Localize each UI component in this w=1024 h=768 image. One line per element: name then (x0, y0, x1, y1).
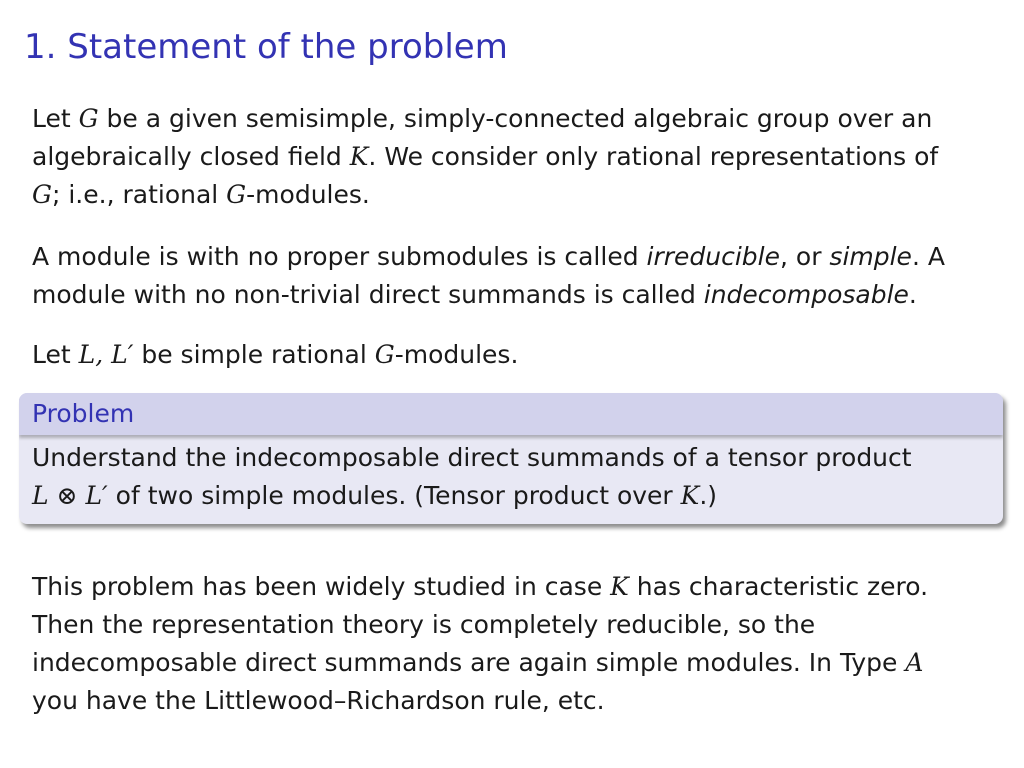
paragraph-intro (32, 100, 992, 214)
problem-line-2 (32, 477, 1003, 515)
math-K: K (610, 572, 629, 601)
text: ; i.e., rational (51, 180, 227, 209)
emph-irreducible: irreducible (646, 242, 780, 271)
paragraph-definitions (32, 238, 992, 314)
text: of two simple modules. (Tensor product over (107, 481, 681, 510)
text: . A (911, 242, 945, 271)
history-line-4: you have the Littlewood–Richardson rule, etc. (32, 686, 605, 715)
problem-line-1: Understand the indecomposable direct summands of a tensor product (32, 443, 912, 472)
paragraph-let (32, 336, 992, 374)
text: Let (32, 104, 79, 133)
definitions-line-1 (32, 238, 992, 276)
problem-body (19, 435, 1003, 515)
math-G: G (226, 180, 247, 209)
paragraph-history (32, 568, 992, 720)
text: module with no non-trivial direct summands is called (32, 280, 704, 309)
emph-indecomposable: indecomposable (703, 280, 909, 309)
math-G: G (374, 340, 395, 369)
math-K: K (680, 481, 700, 510)
let-line (32, 336, 992, 374)
emph-simple: simple (829, 242, 912, 271)
math-G: G (32, 180, 52, 209)
math-K: K (349, 142, 369, 171)
text: -modules. (246, 180, 370, 209)
problem-heading: Problem (19, 393, 1003, 435)
text: , or (780, 242, 830, 271)
history-line-2: Then the representation theory is completely reducible, so the (32, 610, 816, 639)
intro-line-2 (32, 138, 992, 176)
text: This problem has been widely studied in case (32, 572, 611, 601)
text: -modules. (394, 340, 519, 369)
text: A module is with no proper submodules is called (32, 242, 647, 271)
text: .) (699, 481, 718, 510)
math-L-Lprime: L, L′ (78, 340, 134, 369)
text: has characteristic zero. (628, 572, 929, 601)
math-G: G (78, 104, 99, 133)
text: indecomposable direct summands are again simple modules. In Type (32, 648, 906, 677)
text: be a given semisimple, simply-connected algebraic group over an (98, 104, 933, 133)
text: algebraically closed field (32, 142, 350, 171)
text: be simple rational (133, 340, 375, 369)
intro-line-1 (32, 100, 992, 138)
math-A: A (905, 648, 924, 677)
definitions-line-2 (32, 276, 992, 314)
slide-title: 1. Statement of the problem (24, 27, 508, 67)
math-tensor: L ⊗ L′ (32, 481, 108, 510)
text: . (908, 280, 917, 309)
text: Let (32, 340, 79, 369)
intro-line-3 (32, 176, 992, 214)
problem-block (19, 393, 1003, 524)
history-line-3 (32, 644, 992, 682)
text: . We consider only rational representations of (368, 142, 939, 171)
history-line-1 (32, 568, 992, 606)
